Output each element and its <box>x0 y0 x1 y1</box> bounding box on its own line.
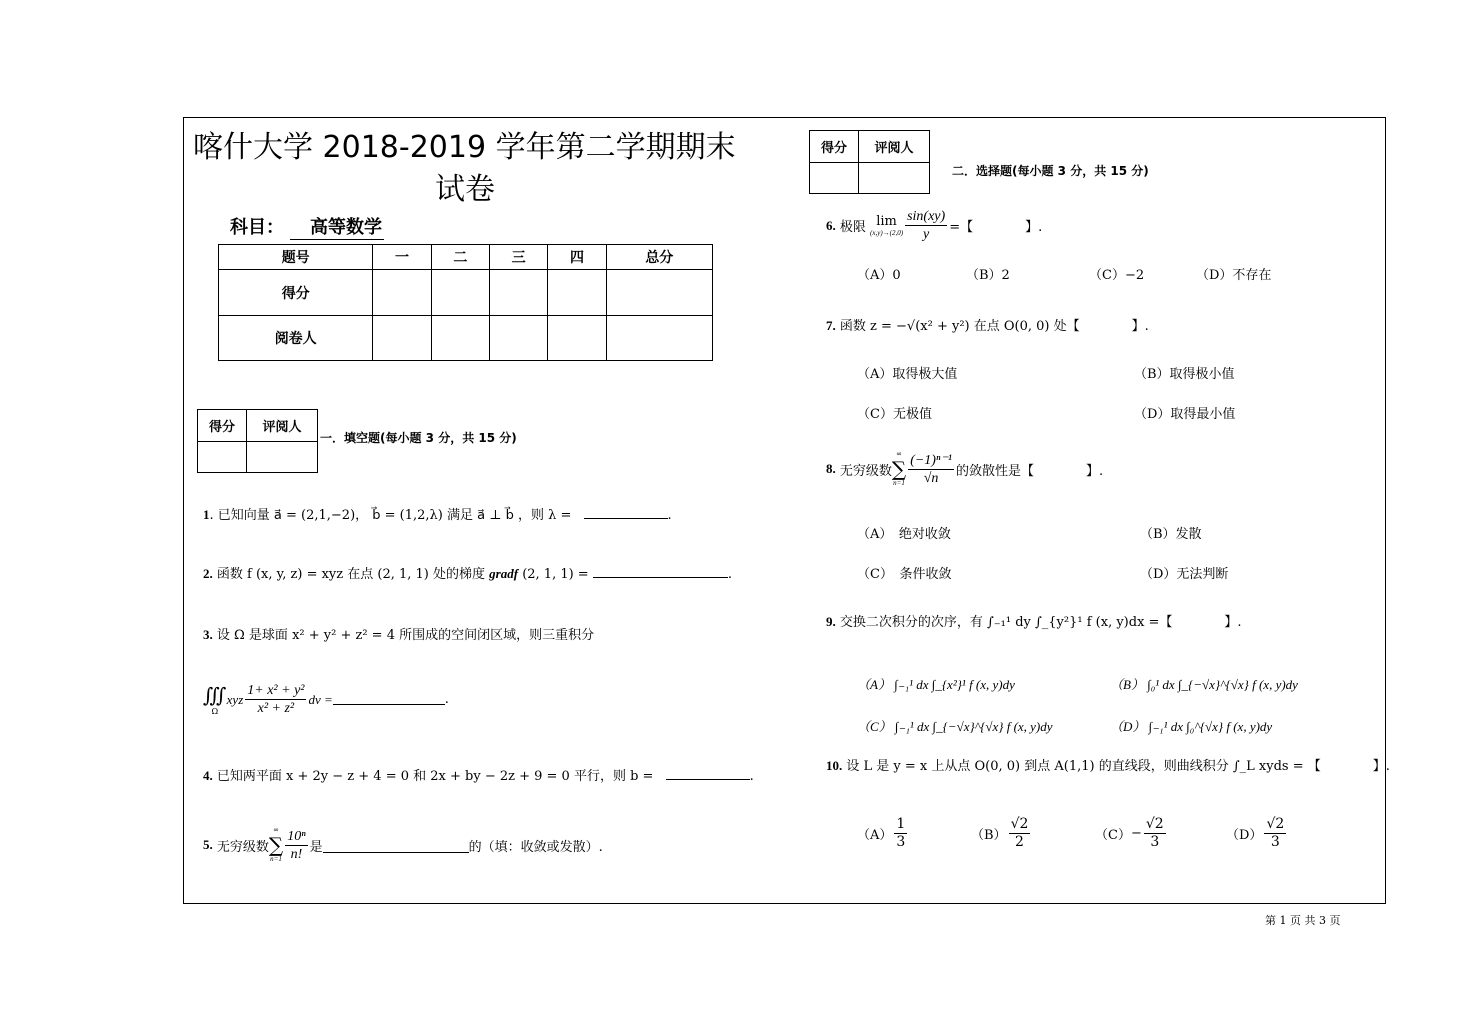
fraction-denominator: 3 <box>896 834 906 850</box>
option-a[interactable]: （A） 绝对收敛 <box>857 527 951 542</box>
answer-blank[interactable] <box>323 838 469 853</box>
header-cell: 题号 <box>219 245 373 270</box>
grad-symbol: gradf <box>489 566 519 581</box>
score-cell[interactable] <box>490 270 548 316</box>
question-text: 无穷级数 <box>839 463 892 479</box>
reviewer-cell[interactable] <box>548 316 606 361</box>
header-cell: 三 <box>490 245 548 270</box>
option-c[interactable]: （C）无极值 <box>857 407 932 422</box>
sum-lower: n=1 <box>270 855 282 863</box>
question-5 <box>203 826 603 864</box>
question-number: 8. <box>826 461 836 476</box>
limit-subscript: (x,y)→(2,0) <box>870 229 904 237</box>
question-number: 9. <box>826 614 836 629</box>
question-1: 1. 已知向量 a⃗ = (2,1,−2)， b⃗ = (1,2,λ) 满足 a⃗ ⊥ b⃗ ，则 λ = . <box>203 507 672 523</box>
question-text: (2, 1, 1) = <box>522 567 589 582</box>
question-9 <box>826 611 1242 630</box>
reviewer-cell[interactable] <box>606 316 712 361</box>
section2-score-box <box>809 130 930 194</box>
question-number: 6. <box>826 217 836 233</box>
question-3-integral <box>203 682 449 717</box>
score-label: 得分 <box>810 131 859 163</box>
fraction-numerator: 1+ x² + y² <box>247 683 305 698</box>
answer-blank[interactable] <box>584 518 668 519</box>
question-text: 函数 f (x, y, z) = xyz 在点 (2, 1, 1) 处的梯度 <box>216 567 486 582</box>
question-text: 函数 z = −√(x² + y²) 在点 O(0, 0) 处【 】. <box>839 319 1149 334</box>
option-a[interactable]: （A） ∫₋₁¹ dx ∫_{x²}¹ f (x, y)dy <box>857 677 1015 692</box>
header-cell: 四 <box>548 245 606 270</box>
score-cell[interactable] <box>431 270 489 316</box>
header-cell: 二 <box>431 245 489 270</box>
section1-heading: 一．填空题(每小题 3 分，共 15 分) <box>320 431 517 445</box>
question-text: 已知两平面 x + 2y − z + 4 = 0 和 2x + by − 2z + 9 = 0 平行，则 b = <box>216 769 654 784</box>
question-number: 1 <box>203 507 210 522</box>
fraction-denominator: √n <box>923 470 939 486</box>
option-c[interactable]: （C） 条件收敛 <box>857 567 952 582</box>
option-b[interactable]: （B）取得极小值 <box>1134 367 1235 382</box>
score-cell[interactable] <box>810 163 859 194</box>
fraction-numerator: 1 <box>896 816 906 832</box>
question-number: 4. <box>203 768 213 783</box>
question-6 <box>826 208 1042 243</box>
option-sign: − <box>1130 826 1142 841</box>
question-2 <box>203 563 732 582</box>
integral-domain: Ω <box>211 707 219 716</box>
header-cell: 一 <box>373 245 431 270</box>
limit-symbol: lim <box>876 214 897 229</box>
fraction-denominator: x² + z² <box>257 701 295 716</box>
section2-heading: 二．选择题(每小题 3 分，共 15 分) <box>952 164 1149 178</box>
page-footer: 第 1 页 共 3 页 <box>1265 914 1341 927</box>
option-a[interactable]: （A）取得极大值 <box>857 367 958 382</box>
header-cell: 总分 <box>606 245 712 270</box>
fraction-denominator: n! <box>290 846 303 862</box>
question-8 <box>826 450 1103 488</box>
option-label: （D） <box>1226 828 1263 843</box>
reviewer-cell[interactable] <box>490 316 548 361</box>
question-text: 设 L 是 y = x 上从点 O(0, 0) 到点 A(1,1) 的直线段，则曲线积分 ∫_L xyds = 【 】. <box>846 759 1390 774</box>
option-label: （B） <box>971 828 1007 843</box>
option-d[interactable]: （D）不存在 <box>1196 268 1272 283</box>
triple-integral-symbol: ∭ <box>203 683 227 707</box>
question-number: 3. <box>203 627 213 642</box>
fraction-numerator: √2 <box>1145 816 1164 832</box>
reviewer-label: 评阅人 <box>859 131 930 163</box>
question-text: 的（填：收敛或发散）. <box>468 839 603 855</box>
question-text: 是 <box>309 839 323 855</box>
fraction-numerator: √2 <box>1010 816 1029 832</box>
score-cell[interactable] <box>373 270 431 316</box>
question-7 <box>826 315 1149 334</box>
answer-bracket[interactable]: 的敛散性是【 】. <box>955 463 1104 479</box>
reviewer-cell[interactable] <box>431 316 489 361</box>
option-c[interactable]: （C） ∫₋₁¹ dx ∫_{−√x}^{√x} f (x, y)dy <box>857 719 1053 734</box>
period: . <box>667 508 672 523</box>
period: . <box>727 567 732 582</box>
option-label: （A） <box>857 828 893 843</box>
row-label: 阅卷人 <box>219 316 373 361</box>
question-3 <box>203 624 594 643</box>
option-c[interactable]: （C）−2 <box>1089 268 1145 283</box>
answer-bracket[interactable]: =【 】. <box>949 220 1043 235</box>
question-text: 无穷级数 <box>216 839 269 855</box>
reviewer-label: 评阅人 <box>247 410 318 442</box>
option-label: （C） <box>1095 828 1131 843</box>
subject-value: 高等数学 <box>290 213 384 240</box>
option-d[interactable]: （D）取得最小值 <box>1134 407 1236 422</box>
subject-label: 科目： <box>230 217 284 238</box>
score-cell[interactable] <box>606 270 712 316</box>
option-d[interactable] <box>1226 816 1288 851</box>
question-4 <box>203 765 754 784</box>
answer-blank[interactable] <box>333 704 445 705</box>
fraction-denominator: y <box>923 227 930 242</box>
score-table <box>218 244 713 361</box>
section1-score-box <box>197 409 318 473</box>
sum-upper: ∞ <box>273 826 279 834</box>
exam-title: 喀什大学 2018-2019 学年第二学期期末 <box>193 130 736 165</box>
option-d[interactable]: （D） ∫₋₁¹ dx ∫₀^{√x} f (x, y)dy <box>1110 719 1273 734</box>
option-d[interactable]: （D）无法判断 <box>1140 567 1229 582</box>
exam-title-line2: 试卷 <box>435 172 495 207</box>
question-number: 7. <box>826 318 836 333</box>
option-b[interactable] <box>971 816 1032 851</box>
reviewer-cell[interactable] <box>859 163 930 194</box>
option-b[interactable]: （B） ∫₀¹ dx ∫_{−√x}^{√x} f (x, y)dy <box>1110 677 1298 692</box>
score-label: 得分 <box>198 410 247 442</box>
question-10 <box>826 755 1390 774</box>
row-label: 得分 <box>219 270 373 316</box>
question-number: 2. <box>203 566 213 581</box>
differential: dv = <box>308 691 333 707</box>
period: . <box>749 769 754 784</box>
fraction-numerator: sin(xy) <box>907 209 946 224</box>
score-cell[interactable] <box>198 442 247 473</box>
option-b[interactable]: （B）发散 <box>1140 527 1202 542</box>
fraction-denominator: 3 <box>1270 834 1280 850</box>
reviewer-cell[interactable] <box>373 316 431 361</box>
option-b[interactable]: （B）2 <box>966 268 1010 283</box>
question-text: 设 Ω 是球面 x² + y² + z² = 4 所围成的空间闭区域，则三重积分 <box>216 628 595 643</box>
period: . <box>444 692 449 707</box>
question-number: 10. <box>826 758 843 773</box>
answer-blank[interactable] <box>593 577 728 578</box>
sum-upper: ∞ <box>896 450 902 458</box>
reviewer-cell[interactable] <box>247 442 318 473</box>
sum-lower: n=1 <box>893 479 905 487</box>
integrand: xyz <box>226 691 244 707</box>
fraction-numerator: √2 <box>1266 816 1285 832</box>
fraction-numerator: (−1)ⁿ⁻¹ <box>910 452 952 468</box>
score-cell[interactable] <box>548 270 606 316</box>
question-text: 交换二次积分的次序，有 ∫₋₁¹ dy ∫_{y²}¹ f (x, y)dx =【 】. <box>839 615 1242 630</box>
question-text: 极限 <box>839 220 866 235</box>
sum-symbol: ∑ <box>891 457 907 481</box>
fraction-denominator: 3 <box>1150 834 1160 850</box>
option-a[interactable] <box>857 816 909 851</box>
sum-symbol: ∑ <box>268 833 284 857</box>
option-c[interactable] <box>1095 816 1168 851</box>
question-number: 5. <box>203 837 213 852</box>
option-a[interactable]: （A）0 <box>857 268 901 283</box>
fraction-numerator: 10ⁿ <box>287 828 306 844</box>
fraction-denominator: 2 <box>1015 834 1024 850</box>
question-text: 已知向量 a⃗ = (2,1,−2)， b⃗ = (1,2,λ) 满足 a⃗ ⊥ b⃗ ，则 λ = <box>217 508 572 523</box>
answer-blank[interactable] <box>666 779 750 780</box>
